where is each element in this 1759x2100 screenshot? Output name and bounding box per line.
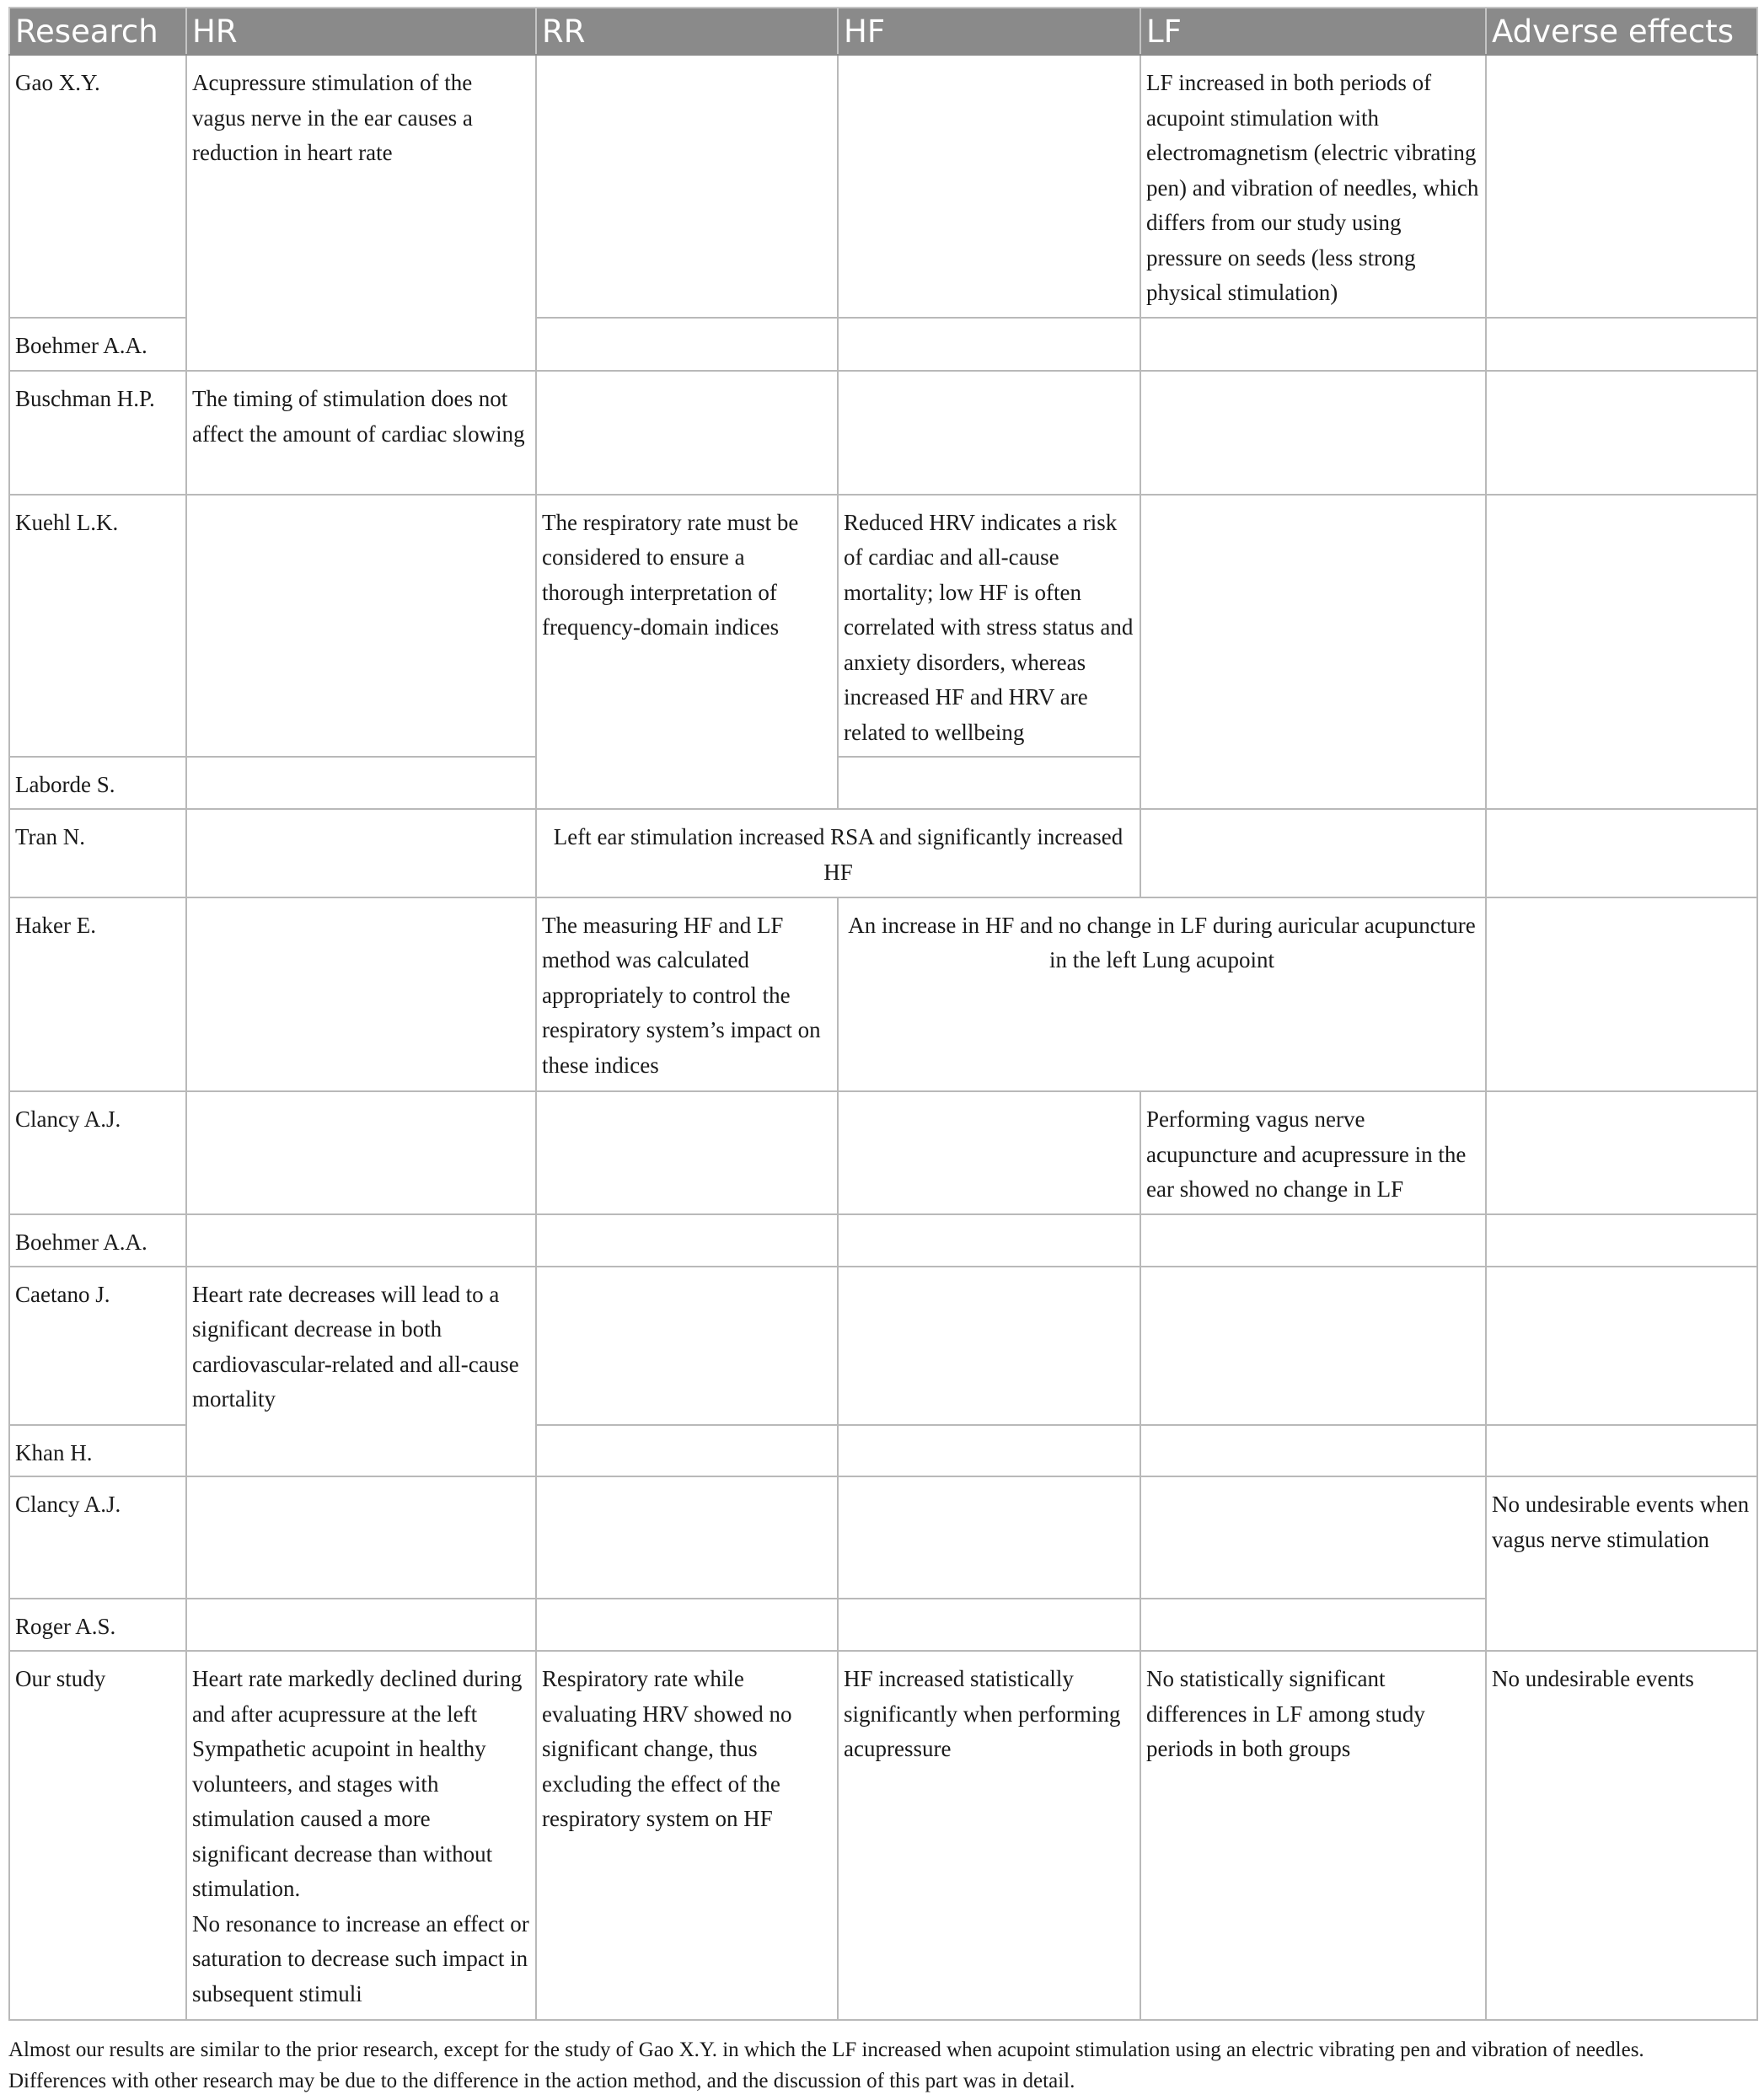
rr-cell: The measuring HF and LF method was calculated appropriately to control the respiratory system’s impact on these indices [536,897,838,1092]
table-row [9,1267,1757,1425]
hr-cell [186,1091,536,1213]
research-cell: Tran N. [9,809,186,897]
rr-cell: Respiratory rate while evaluating HRV showed no significant change, thus excluding the effect of the respiratory system on HF [536,1651,838,2020]
table-row [9,495,1757,758]
hf-cell: HF increased statistically significantly when performing acupressure [838,1651,1140,2020]
header-adverse-effects: Adverse effects [1486,8,1757,55]
header-lf: LF [1140,8,1486,55]
rr-cell [536,1599,838,1651]
research-cell: Our study [9,1651,186,2020]
hr-text-part1: Heart rate markedly declined during and after acupressure at the left Sympathetic acupoint in healthy volunteers, and stages with stimulation caused a more significant decrease than without stimulation. [192,1666,523,1902]
adverse-cell [1486,1425,1757,1477]
lf-cell [1140,1267,1486,1425]
header-row [9,8,1757,55]
rr-cell [536,318,838,371]
lf-cell [1140,1599,1486,1651]
hr-cell [186,1476,536,1599]
table-row [9,55,1757,318]
table-row [9,371,1757,495]
lf-cell [1140,495,1486,810]
research-cell: Kuehl L.K. [9,495,186,758]
hf-cell: Reduced HRV indicates a risk of cardiac and all-cause mortality; low HF is often correlated with stress status and anxiety disorders, whereas increased HF and HRV are related to wellbeing [838,495,1140,758]
hf-cell [838,318,1140,371]
research-cell: Haker E. [9,897,186,1092]
research-cell: Clancy A.J. [9,1476,186,1599]
hf-cell [838,55,1140,318]
research-cell: Boehmer A.A. [9,1214,186,1267]
table-row [9,897,1757,1092]
adverse-cell: No undesirable events [1486,1651,1757,2020]
hf-cell [838,1214,1140,1267]
table-row [9,1091,1757,1213]
lf-cell [1140,371,1486,495]
rr-cell [536,1476,838,1599]
research-cell: Laborde S. [9,757,186,809]
lf-cell [1140,809,1486,897]
rr-cell [536,55,838,318]
rr-cell [536,1425,838,1477]
hr-cell [186,809,536,897]
hr-cell: Acupressure stimulation of the vagus nerve in the ear causes a reduction in heart rate [186,55,536,371]
lf-cell: No statistically significant differences in LF among study periods in both groups [1140,1651,1486,2020]
adverse-cell [1486,371,1757,495]
table-footnote [8,2034,1756,2097]
header-hf: HF [838,8,1140,55]
research-cell: Roger A.S. [9,1599,186,1651]
adverse-cell [1486,495,1757,810]
header-rr: RR [536,8,838,55]
hf-cell [838,1425,1140,1477]
hf-cell [838,1267,1140,1425]
hr-cell [186,757,536,809]
hf-lf-cell: An increase in HF and no change in LF during auricular acupuncture in the left Lung acupoint [838,897,1486,1092]
adverse-cell [1486,318,1757,371]
hf-cell [838,1091,1140,1213]
table-row [9,809,1757,897]
header-research: Research [9,8,186,55]
adverse-cell [1486,897,1757,1092]
research-cell: Boehmer A.A. [9,318,186,371]
hr-cell [186,495,536,758]
table-row [9,1476,1757,1599]
table-row [9,1651,1757,2020]
hf-cell [838,1599,1140,1651]
hr-cell [186,1651,536,2020]
rr-cell [536,1091,838,1213]
adverse-cell: No undesirable events when vagus nerve stimulation [1486,1476,1757,1651]
adverse-cell [1486,1091,1757,1213]
rr-cell [536,1214,838,1267]
rr-cell [536,371,838,495]
hf-cell [838,757,1140,809]
lf-cell [1140,318,1486,371]
hr-cell: Heart rate decreases will lead to a significant decrease in both cardiovascular-related and all-cause mortality [186,1267,536,1477]
comparison-table [8,7,1758,2021]
adverse-cell [1486,1214,1757,1267]
lf-cell: LF increased in both periods of acupoint stimulation with electromagnetism (electric vibrating pen) and vibration of needles, which differs from our study using pressure on seeds (less strong physical stimulation) [1140,55,1486,318]
research-cell: Gao X.Y. [9,55,186,318]
rr-cell [536,1267,838,1425]
adverse-cell [1486,809,1757,897]
lf-cell [1140,1214,1486,1267]
adverse-cell [1486,1267,1757,1425]
rr-cell: The respiratory rate must be considered to ensure a thorough interpretation of frequency-domain indices [536,495,838,810]
hr-text-part2: No resonance to increase an effect or saturation to decrease such impact in subsequent stimuli [192,1910,529,2006]
table-row [9,1214,1757,1267]
hr-cell: The timing of stimulation does not affect the amount of cardiac slowing [186,371,536,495]
research-cell: Clancy A.J. [9,1091,186,1213]
header-hr: HR [186,8,536,55]
lf-cell [1140,1476,1486,1599]
hr-cell [186,1214,536,1267]
footnote-line: Almost our results are similar to the prior research, except for the study of Gao X.Y. in which the LF increased when acupoint stimulation using an electric vibrating pen and vibration of needles. [8,2038,1644,2061]
hr-cell [186,1599,536,1651]
research-cell: Buschman H.P. [9,371,186,495]
adverse-cell [1486,55,1757,318]
lf-cell: Performing vagus nerve acupuncture and acupressure in the ear showed no change in LF [1140,1091,1486,1213]
research-cell: Khan H. [9,1425,186,1477]
lf-cell [1140,1425,1486,1477]
research-cell: Caetano J. [9,1267,186,1425]
rr-hf-cell: Left ear stimulation increased RSA and significantly increased HF [536,809,1140,897]
hf-cell [838,1476,1140,1599]
footnote-line: Differences with other research may be due to the difference in the action method, and the discussion of this part was in detail. [8,2070,1075,2092]
hr-cell [186,897,536,1092]
hf-cell [838,371,1140,495]
